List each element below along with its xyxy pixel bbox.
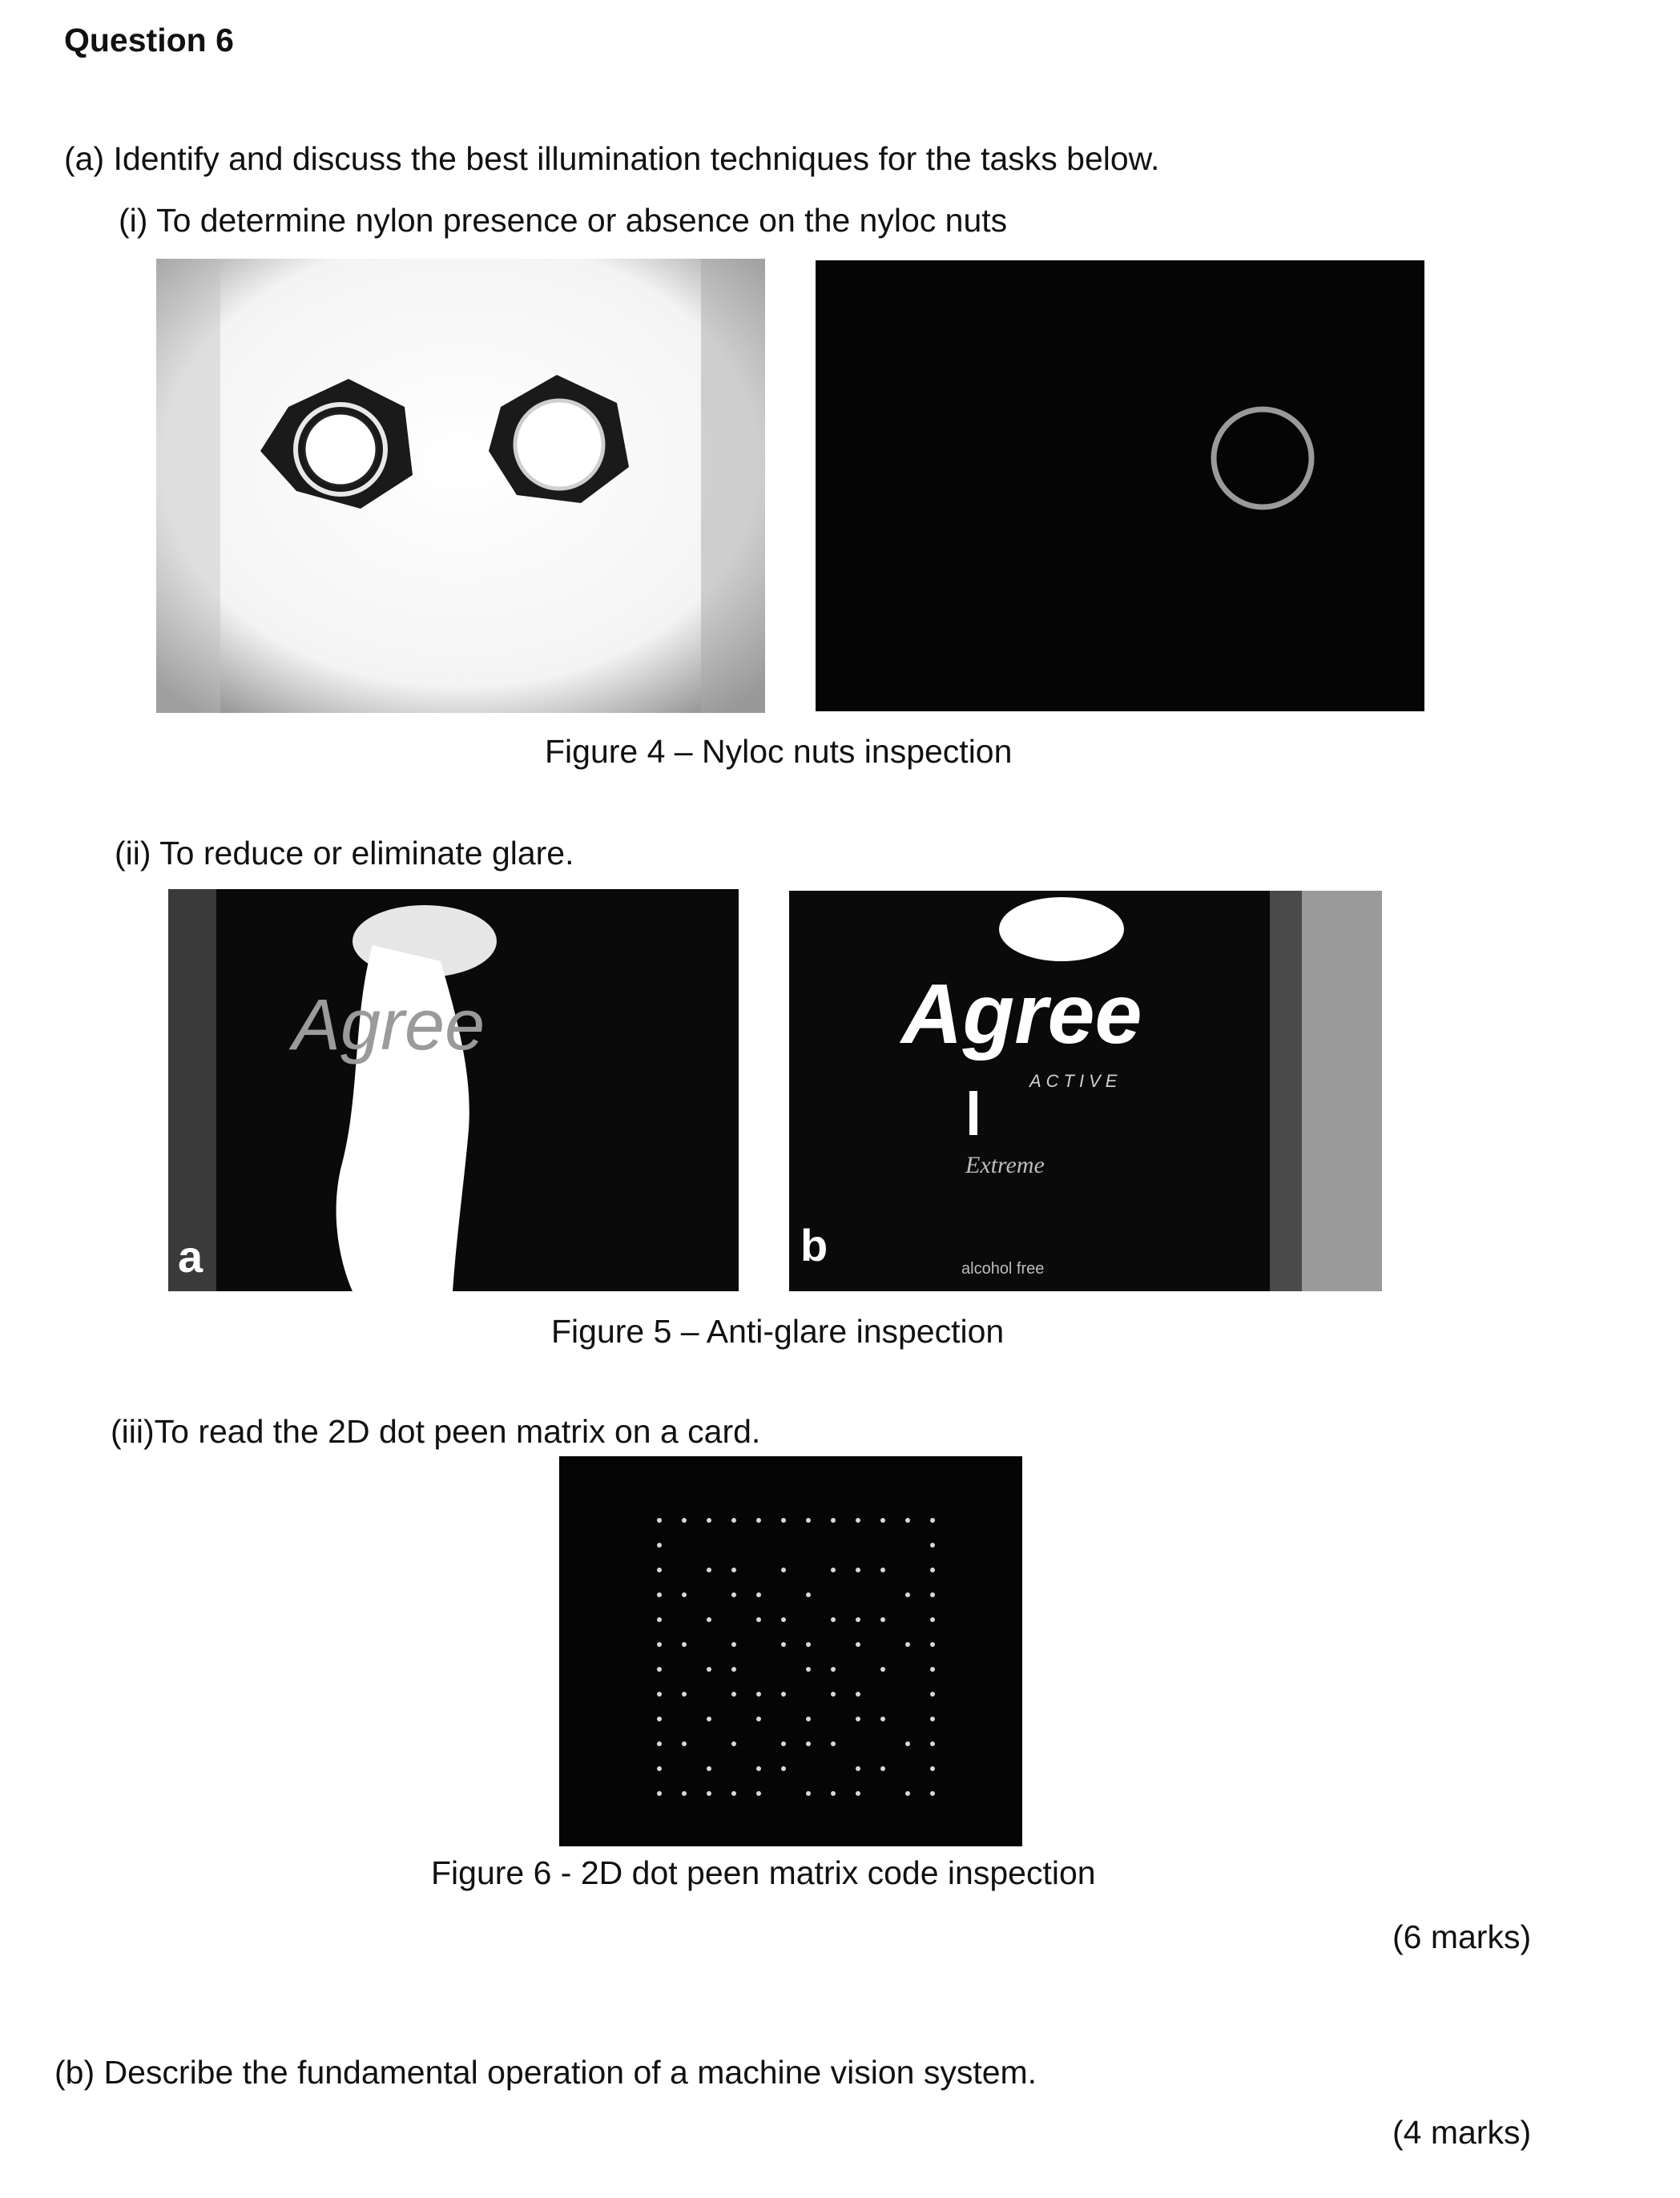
matrix-dot xyxy=(682,1741,687,1746)
matrix-dot xyxy=(831,1667,836,1672)
matrix-dot xyxy=(657,1717,662,1721)
matrix-dot xyxy=(930,1667,935,1672)
matrix-dot xyxy=(930,1766,935,1771)
figure4-caption: Figure 4 – Nyloc nuts inspection xyxy=(545,733,1013,770)
matrix-dot xyxy=(731,1692,736,1697)
matrix-dot xyxy=(731,1518,736,1523)
matrix-dot xyxy=(657,1766,662,1771)
figure5b-antiglare-image xyxy=(789,891,1382,1291)
matrix-dot xyxy=(731,1592,736,1597)
matrix-dot xyxy=(930,1568,935,1572)
matrix-dot xyxy=(930,1717,935,1721)
figure5a-logo-text: Agree xyxy=(292,985,485,1065)
matrix-dot xyxy=(905,1592,910,1597)
matrix-dot xyxy=(756,1717,761,1721)
matrix-dot xyxy=(856,1791,860,1796)
matrix-dot xyxy=(657,1642,662,1647)
matrix-dot xyxy=(856,1692,860,1697)
matrix-dot xyxy=(806,1592,811,1597)
matrix-dot xyxy=(880,1568,885,1572)
part-b-prompt: (b) Describe the fundamental operation of a machine vision system. xyxy=(54,2054,1037,2091)
matrix-dot xyxy=(731,1568,736,1572)
matrix-dot xyxy=(756,1766,761,1771)
matrix-dot xyxy=(856,1568,860,1572)
matrix-dot xyxy=(905,1518,910,1523)
matrix-dot xyxy=(856,1617,860,1622)
matrix-dot xyxy=(831,1568,836,1572)
figure6-caption: Figure 6 - 2D dot peen matrix code inspection xyxy=(431,1854,1096,1891)
matrix-dot xyxy=(930,1692,935,1697)
matrix-dot xyxy=(682,1791,687,1796)
figure6-dot-peen-image xyxy=(559,1456,1022,1846)
matrix-dot xyxy=(930,1543,935,1548)
matrix-dot xyxy=(905,1791,910,1796)
matrix-dot xyxy=(930,1642,935,1647)
matrix-dot xyxy=(657,1667,662,1672)
matrix-dot xyxy=(880,1766,885,1771)
figure5b-label: b xyxy=(800,1220,828,1270)
matrix-dot xyxy=(930,1592,935,1597)
item-ii-prompt: (ii) To reduce or eliminate glare. xyxy=(115,835,574,872)
matrix-dot xyxy=(781,1568,786,1572)
figure4-backlit-nuts-image xyxy=(156,259,765,713)
matrix-dot xyxy=(831,1692,836,1697)
figure5b-alcohol-text: alcohol free xyxy=(961,1260,1045,1278)
marks-b: (4 marks) xyxy=(1392,2114,1532,2151)
item-iii-prompt: (iii)To read the 2D dot peen matrix on a card. xyxy=(111,1413,761,1450)
matrix-dot xyxy=(781,1617,786,1622)
matrix-dot xyxy=(831,1518,836,1523)
matrix-dot xyxy=(682,1592,687,1597)
matrix-dot xyxy=(682,1692,687,1697)
figure5a-glare-image xyxy=(168,889,739,1291)
figure5b-extreme-text: Extreme xyxy=(965,1152,1045,1178)
matrix-dot xyxy=(657,1741,662,1746)
matrix-dot xyxy=(856,1642,860,1647)
matrix-dot xyxy=(856,1766,860,1771)
matrix-dot xyxy=(930,1741,935,1746)
question-title: Question 6 xyxy=(64,22,234,58)
matrix-dot xyxy=(781,1518,786,1523)
matrix-dot xyxy=(856,1518,860,1523)
matrix-dot xyxy=(880,1717,885,1721)
matrix-dot xyxy=(831,1617,836,1622)
matrix-dot xyxy=(756,1592,761,1597)
matrix-dot xyxy=(707,1568,711,1572)
matrix-dot xyxy=(880,1518,885,1523)
matrix-dot xyxy=(930,1617,935,1622)
matrix-dot xyxy=(781,1766,786,1771)
matrix-dot xyxy=(880,1617,885,1622)
matrix-dot xyxy=(831,1741,836,1746)
matrix-dot xyxy=(756,1791,761,1796)
matrix-dot xyxy=(806,1741,811,1746)
matrix-dot xyxy=(781,1642,786,1647)
part-a-prompt: (a) Identify and discuss the best illumination techniques for the tasks below. xyxy=(64,140,1160,177)
matrix-dot xyxy=(707,1518,711,1523)
matrix-dot xyxy=(806,1642,811,1647)
matrix-dot xyxy=(731,1791,736,1796)
figure5b-logo-text: Agree xyxy=(901,967,1142,1061)
matrix-dot xyxy=(806,1791,811,1796)
matrix-dot xyxy=(731,1642,736,1647)
matrix-dot xyxy=(707,1617,711,1622)
matrix-dot xyxy=(856,1717,860,1721)
matrix-dot xyxy=(657,1791,662,1796)
matrix-dot xyxy=(731,1741,736,1746)
matrix-dot xyxy=(880,1667,885,1672)
matrix-dot xyxy=(930,1518,935,1523)
matrix-dot xyxy=(657,1692,662,1697)
matrix-dot xyxy=(905,1741,910,1746)
matrix-dot xyxy=(905,1642,910,1647)
matrix-dot xyxy=(756,1518,761,1523)
matrix-dot xyxy=(657,1568,662,1572)
matrix-dot xyxy=(657,1592,662,1597)
matrix-dot xyxy=(707,1717,711,1721)
matrix-dot xyxy=(657,1518,662,1523)
matrix-dot xyxy=(781,1692,786,1697)
matrix-dot xyxy=(707,1791,711,1796)
matrix-dot xyxy=(756,1692,761,1697)
figure5-caption: Figure 5 – Anti-glare inspection xyxy=(551,1313,1005,1350)
matrix-dot xyxy=(781,1741,786,1746)
matrix-dot xyxy=(756,1617,761,1622)
item-i-prompt: (i) To determine nylon presence or absence on the nyloc nuts xyxy=(119,202,1008,239)
matrix-dot xyxy=(731,1667,736,1672)
figure5b-active-text: ACTIVE xyxy=(1029,1071,1122,1091)
matrix-dot xyxy=(707,1667,711,1672)
marks-a: (6 marks) xyxy=(1392,1918,1532,1955)
matrix-dot xyxy=(657,1617,662,1622)
matrix-dot xyxy=(657,1543,662,1548)
matrix-dot xyxy=(806,1667,811,1672)
matrix-dot xyxy=(806,1518,811,1523)
matrix-dot xyxy=(806,1717,811,1721)
figure4-dark-ring-image xyxy=(816,260,1424,711)
matrix-dot xyxy=(930,1791,935,1796)
matrix-dot xyxy=(682,1518,687,1523)
matrix-dot xyxy=(682,1642,687,1647)
matrix-dot xyxy=(831,1791,836,1796)
matrix-dot xyxy=(707,1766,711,1771)
figure5a-label: a xyxy=(178,1231,203,1282)
